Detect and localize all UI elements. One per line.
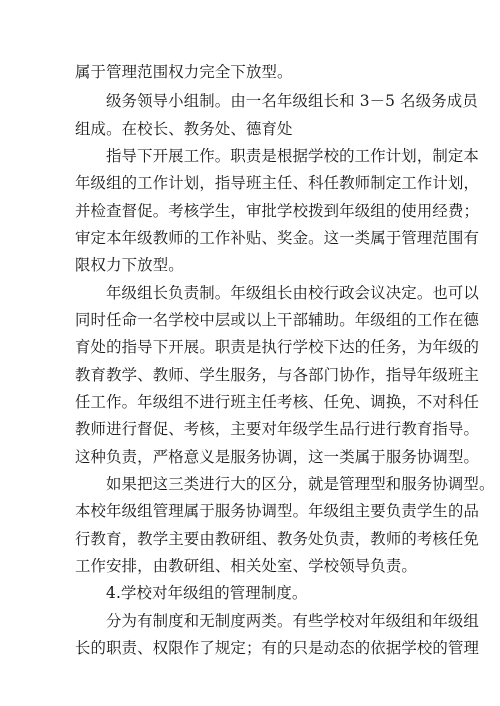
text-line: 审定本年级教师的工作补贴、奖金。这一类属于管理范围有 bbox=[75, 229, 480, 247]
text-line: 教师进行督促、考核，主要对年级学生品行进行教育指导。 bbox=[75, 420, 480, 438]
text-line: 工作安排，由教研组、相关处室、学校领导负责。 bbox=[75, 557, 417, 575]
paragraph-start: 级务领导小组制。由一名年级组长和 3－5 名级务成员 bbox=[106, 92, 478, 110]
text-line: 并检查督促。考核学生，审批学校拨到年级组的使用经费； bbox=[75, 202, 480, 220]
text-line: 任工作。年级组不进行班主任考核、任免、调换，不对科任 bbox=[75, 393, 480, 411]
paragraph-start: 分为有制度和无制度两类。有些学校对年级组和年级组 bbox=[106, 612, 479, 630]
text-line: 教育教学、教师、学生服务，与各部门协作，指导年级班主 bbox=[75, 366, 480, 384]
text-line: 长的职责、权限作了规定；有的只是动态的依据学校的管理 bbox=[75, 639, 480, 657]
paragraph-start: 年级组长负责制。年级组长由校行政会议决定。也可以 bbox=[106, 284, 479, 302]
text-line: 行教育，教学主要由教研组、教务处负责，教师的考核任免 bbox=[75, 530, 480, 548]
section-heading: 4.学校对年级组的管理制度。 bbox=[106, 584, 308, 602]
text-line: 组成。在校长、教务处、德育处 bbox=[75, 120, 293, 138]
text-line: 限权力下放型。 bbox=[75, 256, 184, 274]
text-line: 同时任命一名学校中层或以上干部辅助。年级组的工作在德 bbox=[75, 311, 480, 329]
text-line: 年级组的工作计划，指导班主任、科任教师制定工作计划， bbox=[75, 174, 480, 192]
text-line: 本校年级组管理属于服务协调型。年级组主要负责学生的品 bbox=[75, 502, 480, 520]
text-line: 这种负责，严格意义是服务协调，这一类属于服务协调型。 bbox=[75, 448, 480, 466]
text-line: 育处的指导下开展。职责是执行学校下达的任务，为年级的 bbox=[75, 338, 480, 356]
text-line: 属于管理范围权力完全下放型。 bbox=[75, 63, 293, 81]
paragraph-start: 指导下开展工作。职责是根据学校的工作计划，制定本 bbox=[106, 147, 479, 165]
paragraph-start: 如果把这三类进行大的区分，就是管理型和服务协调型。 bbox=[106, 475, 495, 493]
